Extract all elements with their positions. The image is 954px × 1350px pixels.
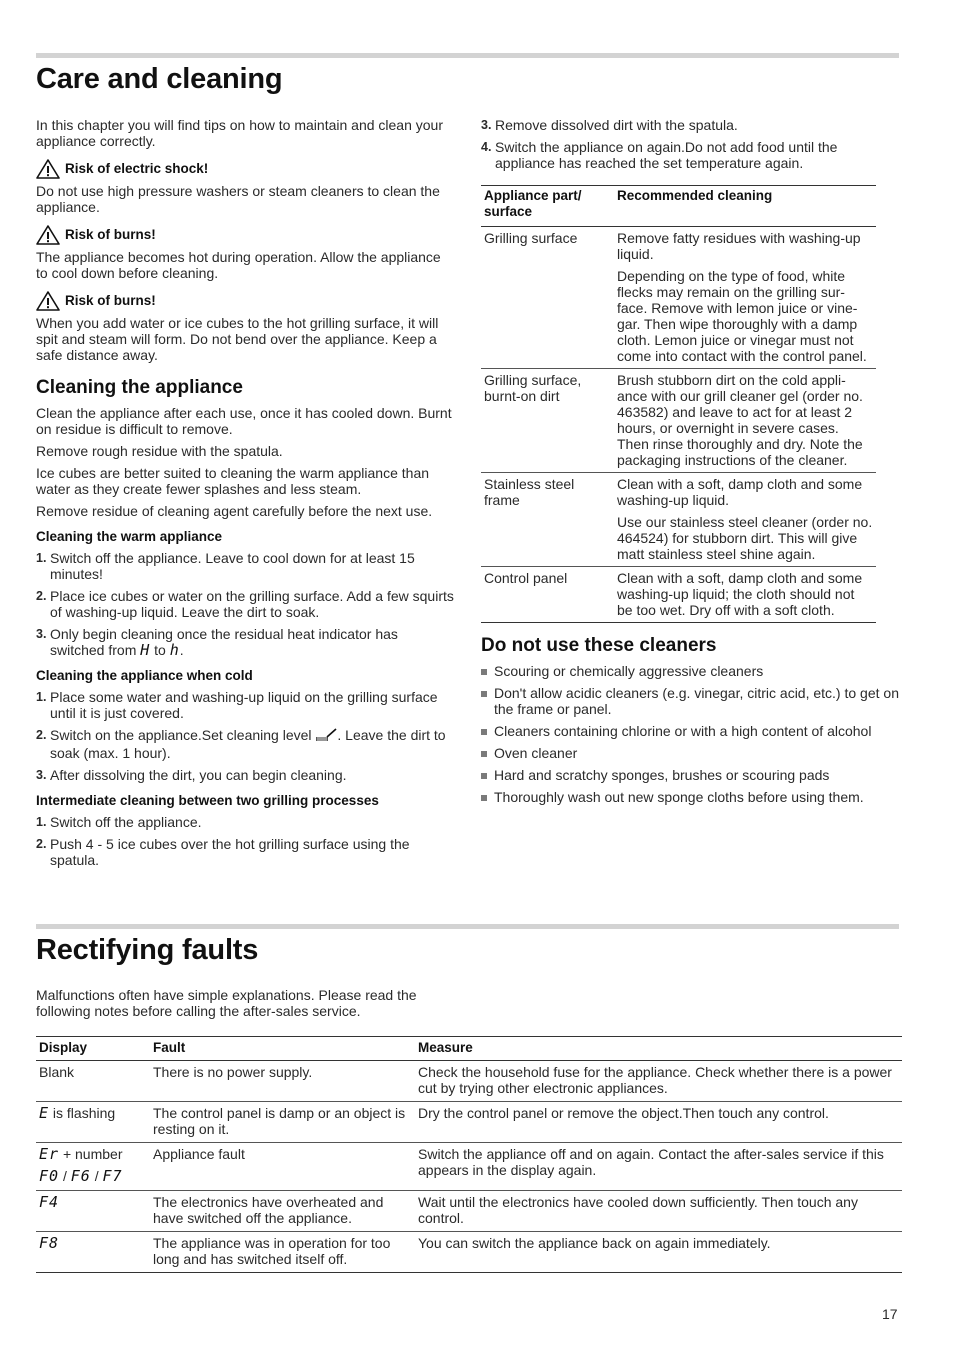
list-item: 3. After dissolving the dirt, you can begin cleaning. [36, 766, 347, 783]
cold-steps [36, 689, 456, 783]
faults-intro: Malfunctions often have simple explanations. Please read the following notes before calling the after-sales service. [36, 987, 417, 1019]
warning-burns-2 [36, 291, 456, 311]
cleaning-level-icon [315, 728, 337, 745]
cleaning-heading: Cleaning the appliance [36, 377, 243, 398]
table-row: F4 The electronics have overheated and have switched off the appliance. Wait until the electronics have cooled down sufficiently. Then touch any control. [36, 1191, 902, 1232]
display-code: F6 [70, 1167, 91, 1185]
top-rule [36, 53, 899, 58]
list-item: Scouring or chemically aggressive cleaners [481, 663, 901, 679]
warning-text: When you add water or ice cubes to the hot grilling surface, it will spit and steam will form. Do not bend over the appliance. Keep a safe distance away. [36, 315, 439, 363]
intermediate-steps [36, 814, 456, 868]
donot-list [481, 663, 901, 805]
page-number: 17 [882, 1306, 898, 1322]
display-code: Er [39, 1145, 60, 1163]
intermediate-heading: Intermediate cleaning between two grilling processes [36, 792, 379, 808]
list-item: 2. Switch on the appliance.Set cleaning level . Leave the dirt to soak (max. 1 hour). [36, 727, 446, 761]
list-item: 3. Only begin cleaning once the residual heat indicator has switched from H to h. [36, 626, 398, 659]
warning-triangle-icon [36, 225, 60, 245]
display-code: F0 [39, 1167, 60, 1185]
table-header: Fault [150, 1037, 415, 1061]
list-item: Cleaners containing chlorine or with a high content of alcohol [481, 723, 901, 739]
donot-heading: Do not use these cleaners [481, 635, 717, 656]
cleaning-table [481, 185, 876, 623]
list-item: Hard and scratchy sponges, brushes or scouring pads [481, 767, 901, 783]
cleaning-para: Clean the appliance after each use, once it has cooled down. Burnt on residue is difficult to remove. [36, 405, 452, 437]
warning-burns-1 [36, 225, 456, 245]
list-item: 1. Place some water and washing-up liquid on the grilling surface until it is just covered. [36, 689, 438, 721]
list-item: Thoroughly wash out new sponge cloths before using them. [481, 789, 901, 805]
table-row: E is flashing The control panel is damp or an object is resting on it. Dry the control panel or remove the object.Then touch any control. [36, 1102, 902, 1143]
display-code: F8 [39, 1234, 60, 1252]
care-left-column [36, 117, 456, 874]
cleaning-para: Remove rough residue with the spatula. [36, 443, 283, 459]
display-h-symbol: h [169, 641, 180, 659]
care-right-column [481, 117, 901, 811]
display-code: F7 [102, 1167, 123, 1185]
faults-title: Rectifying faults [36, 934, 259, 966]
table-row: Control panel Clean with a soft, damp cloth and some washing-up liquid; the cloth should not be too wet. Dry off with a soft cloth. [481, 567, 876, 623]
warning-text: Do not use high pressure washers or steam cleaners to clean the appliance. [36, 183, 440, 215]
list-item: 1. Switch off the appliance. [36, 813, 202, 830]
warning-text: The appliance becomes hot during operation. Allow the appliance to cool down before cleaning. [36, 249, 441, 281]
warm-steps [36, 550, 456, 658]
cleaning-para: Ice cubes are better suited to cleaning the warm appliance than water as they create fewer splashes and less steam. [36, 465, 430, 497]
table-row: Blank There is no power supply. Check the household fuse for the appliance. Check whether there is a power cut by trying other electronic appliances. [36, 1061, 902, 1102]
cleaning-para: Remove residue of cleaning agent carefully before the next use. [36, 503, 433, 519]
warning-electric-shock [36, 159, 456, 179]
table-header: Measure [415, 1037, 902, 1061]
display-H-symbol: H [140, 641, 151, 659]
list-item: 2. Place ice cubes or water on the grilling surface. Add a few squirts of washing-up liquid. Leave the dirt to soak. [36, 588, 454, 620]
care-title: Care and cleaning [36, 63, 283, 95]
warning-title: Risk of electric shock! [65, 161, 209, 176]
list-item: Don't allow acidic cleaners (e.g. vinegar, citric acid, etc.) to get on the frame or panel. [481, 685, 901, 717]
table-header: Appliance part/ surface [481, 186, 614, 227]
warm-heading: Cleaning the warm appliance [36, 529, 223, 544]
intermediate-steps-continued [481, 117, 901, 171]
table-row: Grilling surface, burnt-on dirt Brush stubborn dirt on the cold appli-ance with our grill cleaner gel (order no. 463582) and leave to act for at least 2 hours, or overnight in severe cases. Then rinse thoroughly and dry. Note the packaging instructions of the cleaner. [481, 369, 876, 473]
warning-triangle-icon [36, 159, 60, 179]
faults-table [36, 1036, 902, 1273]
warning-title: Risk of burns! [65, 227, 156, 242]
table-row: F8 The appliance was in operation for too long and has switched itself off. You can switch the appliance back on again immediately. [36, 1232, 902, 1273]
list-item: Oven cleaner [481, 745, 901, 761]
section-rule [36, 924, 899, 929]
table-row: Stainless steel frame Clean with a soft, damp cloth and some washing-up liquid. Use our stainless steel cleaner (order no. 464524) for stubborn dirt. This will give matt stainless steel shine again. [481, 473, 876, 567]
display-code: F4 [39, 1193, 60, 1211]
warning-triangle-icon [36, 291, 60, 311]
display-code: E [39, 1104, 50, 1122]
table-header: Recommended cleaning [614, 186, 876, 227]
warning-title: Risk of burns! [65, 293, 156, 308]
cold-heading: Cleaning the appliance when cold [36, 668, 253, 683]
table-header: Display [36, 1037, 150, 1061]
care-intro: In this chapter you will find tips on how to maintain and clean your appliance correctly. [36, 117, 444, 149]
list-item: 3. Remove dissolved dirt with the spatula. [481, 117, 738, 133]
table-row: Er + number F0 / F6 / F7 Appliance fault Switch the appliance off and on again. Contact the after-sales service if this appears in the display again. [36, 1143, 902, 1191]
list-item: 1. Switch off the appliance. Leave to cool down for at least 15 minutes! [36, 550, 415, 582]
table-row: Grilling surface Remove fatty residues with washing-up liquid. Depending on the type of food, white flecks may remain on the grilling sur-face. Remove with lemon juice or vine-gar. Then wipe thoroughly with a damp cloth. Lemon juice or vinegar must not come into contact with the control panel. [481, 227, 876, 369]
list-item: 4. Switch the appliance on again.Do not add food until the appliance has reached the set temperature again. [481, 139, 838, 171]
list-item: 2. Push 4 - 5 ice cubes over the hot grilling surface using the spatula. [36, 835, 410, 868]
